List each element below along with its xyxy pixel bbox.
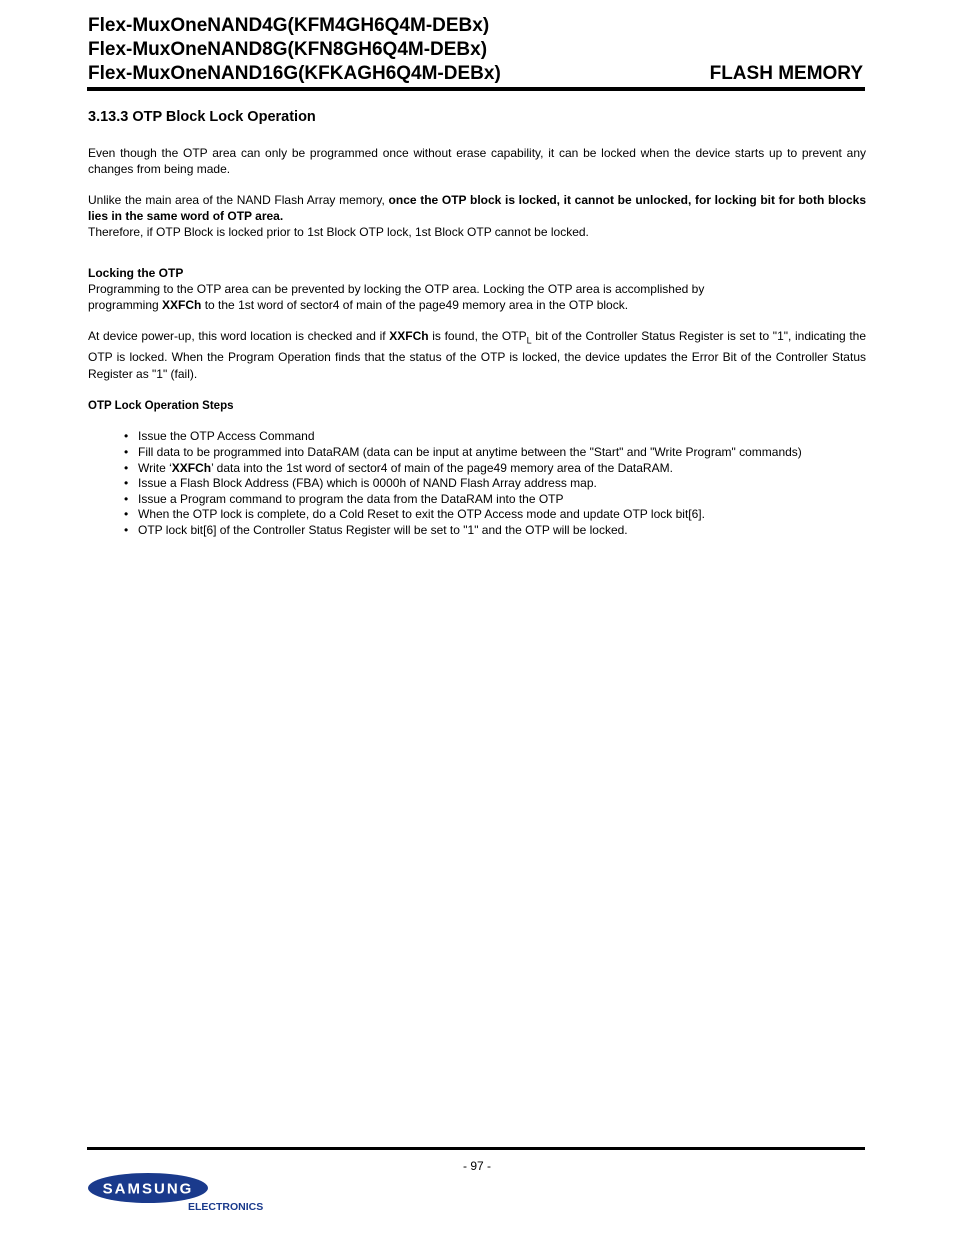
- otp-subscript: L: [526, 335, 532, 346]
- logo-brand-text: SAMSUNG: [102, 1180, 194, 1198]
- power-up-code: XXFCh: [389, 329, 429, 343]
- footer-rule: [87, 1147, 865, 1150]
- power-up-text: is found, the OTP: [428, 329, 527, 343]
- page-content: [88, 109, 866, 539]
- list-item-text: Write ‘: [138, 460, 172, 475]
- header-title-line-1: Flex-MuxOneNAND4G(KFM4GH6Q4M-DEBx): [88, 15, 490, 36]
- paragraph-otp-first-block: Therefore, if OTP Block is locked prior to 1st Block OTP lock, 1st Block OTP cannot be locked.: [88, 225, 589, 239]
- list-item: • Issue the OTP Access Command: [138, 429, 866, 445]
- locking-text: to the 1st word of sector4 of main of the page49 memory area in the OTP block.: [201, 298, 629, 312]
- steps-heading: OTP Lock Operation Steps: [88, 400, 234, 413]
- list-item: • Issue a Flash Block Address (FBA) which is 0000h of NAND Flash Array address map.: [138, 476, 866, 492]
- power-up-text: At device power-up, this word location is checked and if: [88, 329, 390, 343]
- paragraph-text: Unlike the main area of the NAND Flash Array memory,: [88, 193, 389, 207]
- list-item-code: XXFCh: [171, 460, 212, 475]
- paragraph-otp-unlock: [88, 192, 866, 224]
- steps-list: [88, 429, 866, 538]
- paragraph-otp-intro: Even though the OTP area can only be programmed once without erase capability, it can be locked when the device starts up to prevent any changes from being made.: [88, 146, 866, 176]
- paragraph-power-up: [88, 328, 866, 383]
- locking-line-1: Programming to the OTP area can be prevented by locking the OTP area. Locking the OTP area is accomplished by: [88, 282, 705, 296]
- locking-text: programming: [88, 298, 163, 312]
- samsung-logo-graphic: [88, 1170, 268, 1214]
- locking-heading: Locking the OTP: [88, 266, 184, 280]
- list-item: • When the OTP lock is complete, do a Cold Reset to exit the OTP Access mode and update OTP lock bit[6].: [138, 507, 866, 523]
- locking-code: XXFCh: [162, 298, 202, 312]
- samsung-logo: [88, 1170, 268, 1219]
- power-up-text: bit of the Controller Status Register is set to "1", indicating the OTP is locked. When the Program Operation finds that the status of the OTP is locked, the device updates the Error Bit of the Controller Status Register as "1" (fail).: [88, 329, 867, 382]
- document-header: [88, 14, 865, 86]
- locking-line-2: [88, 297, 866, 313]
- page-number: - 97 -: [462, 1159, 491, 1173]
- section-title: 3.13.3 OTP Block Lock Operation: [88, 109, 316, 125]
- list-item: [138, 461, 866, 477]
- logo-sub-text: ELECTRONICS: [188, 1201, 264, 1213]
- paragraph-bold-text: once the OTP block is locked, it cannot be unlocked, for locking bit for both blocks lies in the same word of OTP area.: [88, 193, 866, 223]
- header-category: FLASH MEMORY: [709, 63, 863, 84]
- header-title-line-3: Flex-MuxOneNAND16G(KFKAGH6Q4M-DEBx): [88, 63, 501, 84]
- header-rule: [87, 87, 865, 91]
- list-item-text: ’ data into the 1st word of sector4 of main of the page49 memory area of the DataRAM.: [211, 460, 673, 475]
- list-item: • Issue a Program command to program the data from the DataRAM into the OTP: [138, 492, 866, 508]
- list-item: • Fill data to be programmed into DataRAM (data can be input at anytime between the "Start" and "Write Program" commands): [138, 445, 866, 461]
- header-title-line-2: Flex-MuxOneNAND8G(KFN8GH6Q4M-DEBx): [88, 39, 488, 60]
- list-item: • OTP lock bit[6] of the Controller Status Register will be set to "1" and the OTP will be locked.: [138, 523, 866, 539]
